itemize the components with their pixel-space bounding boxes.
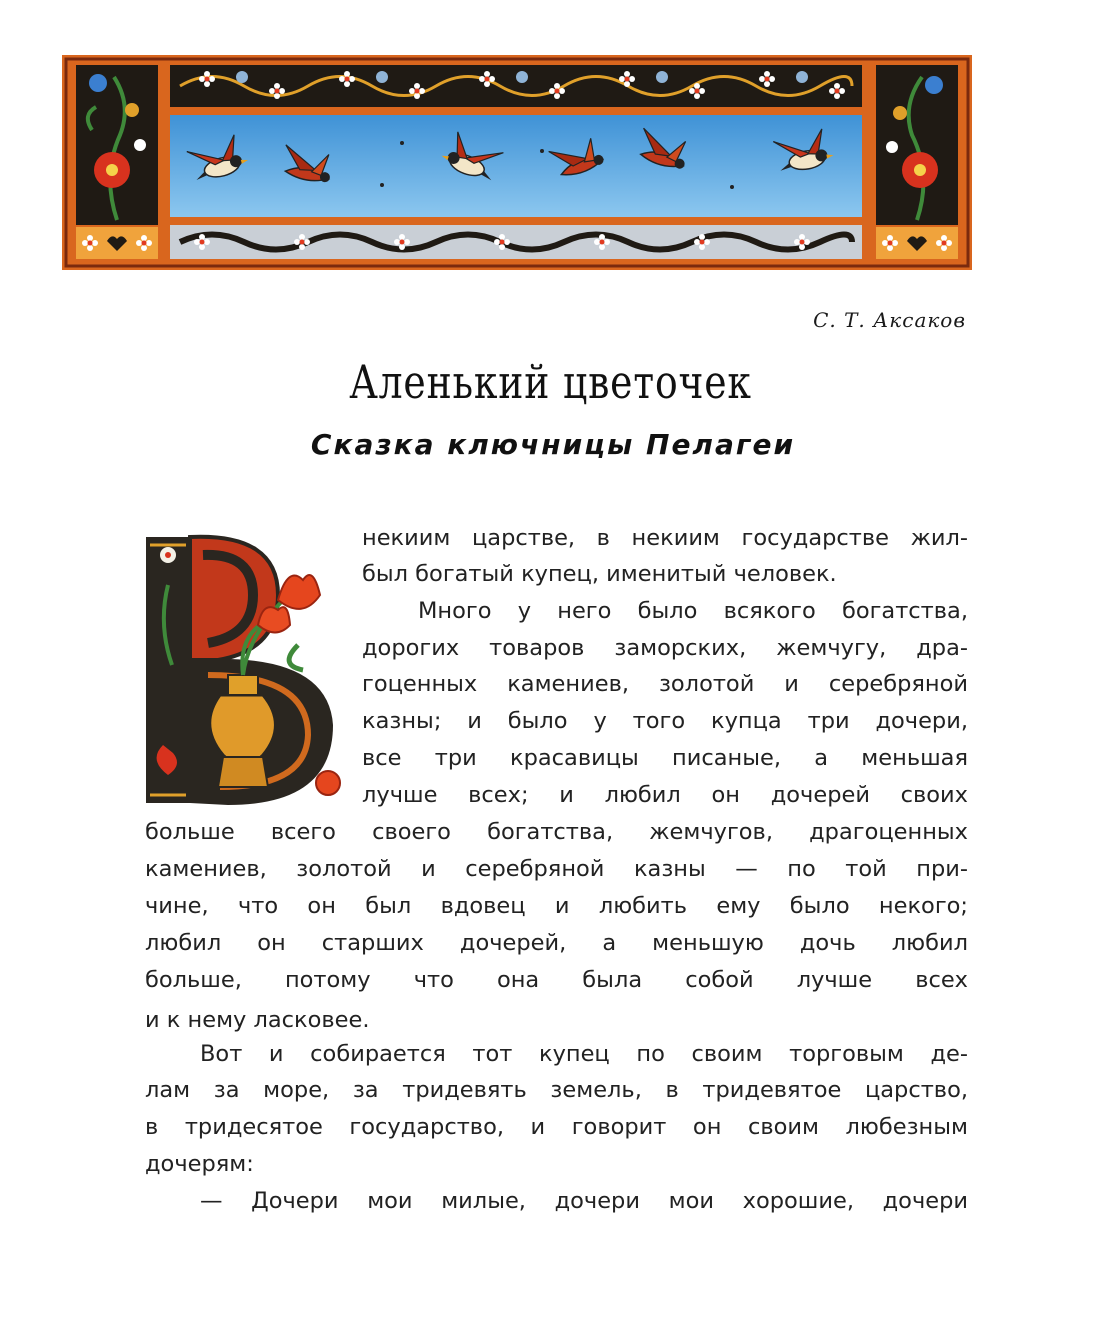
dropcap-illumination xyxy=(128,525,358,815)
text-line: камениев, золотой и серебряной казны — по той при- xyxy=(145,856,968,882)
text-line: некиим царстве, в некиим государстве жил- xyxy=(362,525,968,551)
page-title: Аленький цветочек xyxy=(349,355,752,409)
dropcap-letter: В xyxy=(353,815,354,816)
text-line: казны; и было у того купца три дочери, xyxy=(362,708,968,734)
decorative-banner xyxy=(62,55,972,270)
text-line: Много у него было всякого богатства, xyxy=(418,598,968,624)
text-line: гоценных камениев, золотой и серебряной xyxy=(362,671,968,697)
text-line: любил он старших дочерей, а меньшую дочь любил xyxy=(145,930,968,956)
text-line: чине, что он был вдовец и любить ему было некого; xyxy=(145,893,968,919)
text-line: был богатый купец, именитый человек. xyxy=(362,561,837,587)
text-line: больше всего своего богатства, жемчугов, драгоценных xyxy=(145,819,968,845)
text-line: все три красавицы писаные, а меньшая xyxy=(362,745,968,771)
text-line: в тридесятое государство, и говорит он своим любезным xyxy=(145,1114,968,1140)
page-subtitle: Сказка ключницы Пелагеи xyxy=(310,428,796,461)
text-line: дорогих товаров заморских, жемчугу, дра- xyxy=(362,635,968,661)
text-line: лам за море, за тридевять земель, в тридевятое царство, xyxy=(145,1077,968,1103)
text-line: Вот и собирается тот купец по своим торговым де- xyxy=(200,1041,968,1067)
author-name: С. Т. Аксаков xyxy=(813,308,966,332)
text-line: — Дочери мои милые, дочери мои хорошие, дочери xyxy=(200,1188,968,1214)
text-line: и к нему ласковее. xyxy=(145,1007,370,1033)
text-line: дочерям: xyxy=(145,1151,254,1177)
text-line: больше, потому что она была собой лучше всех xyxy=(145,967,968,993)
text-line: лучше всех; и любил он дочерей своих xyxy=(362,782,968,808)
